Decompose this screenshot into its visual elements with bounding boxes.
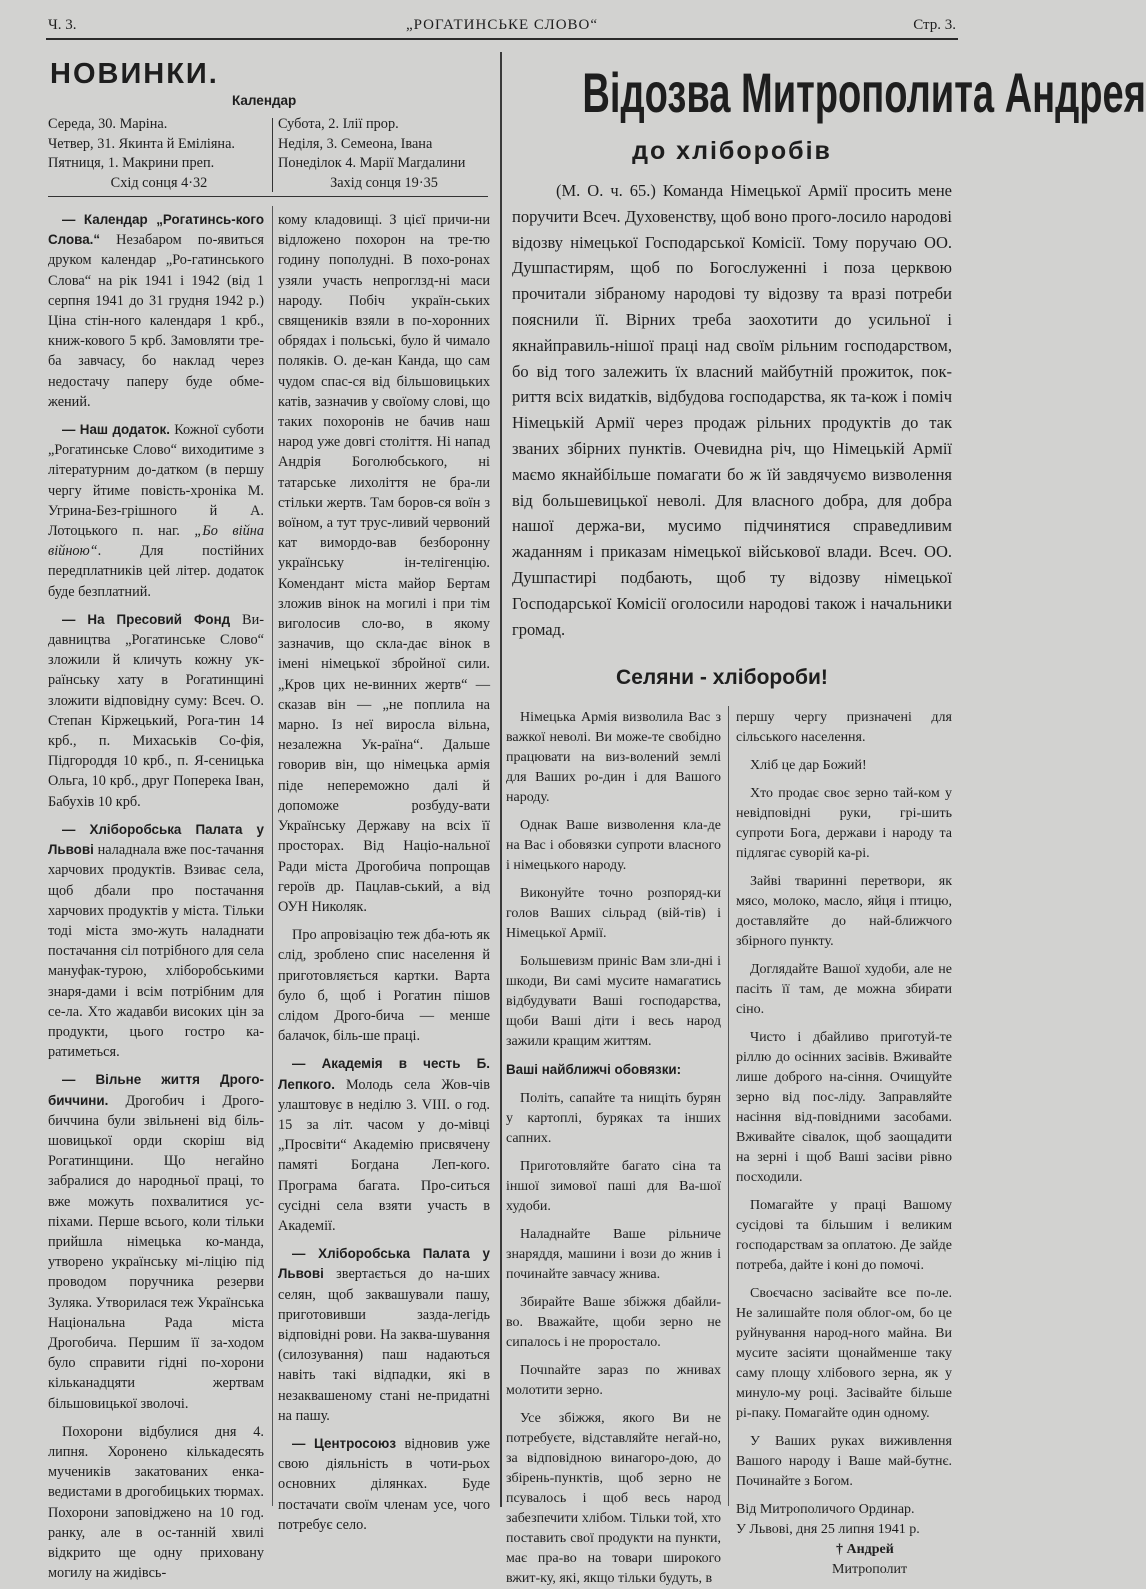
- duties-heading: Ваші найближчі обовязки:: [506, 1062, 682, 1077]
- page-number: Стр. 3.: [913, 17, 956, 33]
- calendar-left: [48, 115, 270, 193]
- date-line: У Львові, дня 25 липня 1941 р.: [736, 1522, 920, 1537]
- peasants-text: Хто продає своє зерно тай-ком у невідповідні руки, грі-шить супроти Бога, держави і народу та підлягає суворій ка-рі.: [736, 786, 952, 861]
- peasants-text: Доглядайте Вашої худоби, але не пасіть її там, де можна збирати сіно.: [736, 962, 952, 1017]
- sunset: Захід сонця 19·35: [330, 174, 438, 191]
- peasants-title: Селяни - хлібороби!: [616, 666, 828, 689]
- peasants-text: Німецька Армія визволила Вас з важкої неволі. Ви може-те свобідно працювати на виз-волений землі для Ваших ро-дин і для Вашого народу.: [506, 710, 721, 805]
- column-divider: [500, 52, 502, 1507]
- news-heading: — Наш додаток.: [62, 422, 170, 438]
- news-column-2: [278, 210, 490, 1543]
- ordinariate-line: Від Митрополичого Ординар.: [736, 1502, 915, 1517]
- calendar-title: Календар: [232, 93, 297, 108]
- peasants-text: Наладнайте Ваше рільниче знаряддя, машини і вози до жнив і починайте завчасу жнива.: [506, 1227, 721, 1282]
- news-column-divider: [272, 206, 273, 1506]
- news-heading: — Календар „Рогатинсь-кого Слова.“: [48, 212, 264, 248]
- calendar-right: [278, 115, 490, 193]
- calendar-day: Неділя, 3. Семеона, Івана: [278, 135, 433, 152]
- sunrise: Схід сонця 4·32: [110, 174, 208, 191]
- peasants-text: Однак Ваше визволення кла-де на Вас і обовязки супроти власного і німецького народу.: [506, 818, 721, 873]
- news-text: Дрогобич і Дрого-биччина були звільнені від біль-шовицької орди скоріш від Рогатинщини. Що негайно забралися до народньої праці, то вже можуть похвалитися ус-піхами. Перше всього, коли тільки прийшла німецька ко-манда, утворено українську мі-ліцію під проводом поручника резерви Зуляка. Утворилася теж Українська Національна Рада міста Дрогобича. Першим її за-ходом було справити гідні по-хорони кільканадцяти жертвам більшовицької зволочі.: [48, 1092, 264, 1412]
- news-text: Незабаром по-явиться друком календар „Ро-гатинського Слова“ на рік 1941 і 1942 (від 1 серпня 1941 до 31 грудня 1942 р.) Ціна стін-ного календаря 1 крб., книж-кового 5 крб. Замовляти тре-ба завчасу, бо наклад через недостачу паперу буде обме-жений.: [48, 232, 264, 410]
- news-text: відновив уже свою діяльність в чоти-рьох основних ділянках. Буде постачати своїм членам усе, чого потребує село.: [278, 1435, 490, 1533]
- news-heading: — Хліборобська Палата у Львові: [278, 1246, 490, 1282]
- appeal-subtitle: до хліборобів: [632, 137, 832, 165]
- peasants-text: Большевизм приніс Вам зли-дні і шкоди, Ви самі мусите намагатись відбудувати Ваші господарства, щоби Ваші діти і весь народ зажили кращим життям.: [506, 954, 721, 1049]
- peasants-text: Хліб це дар Божий!: [750, 758, 867, 773]
- peasants-text: Почınайте зараз по жнивах молотити зерно.: [506, 1363, 721, 1398]
- news-text: Молодь села Жов-чів улаштовує в неділю 3. VIII. о год. 15 за літ. часом у до-мівці „Просвіти“ Академію присвячену памяті Богдана Леп-кого. Програма багата. Про-ситься сусідні села взяти участь в Академії.: [278, 1076, 490, 1234]
- peasants-text: Виконуйте точно розпоряд-ки голов Ваших сільрад (вій-тів) і Німецької Армії.: [506, 886, 721, 941]
- newspaper-title: „РОГАТИНСЬКЕ СЛОВО“: [405, 17, 599, 33]
- page-header: [46, 14, 958, 40]
- news-column-1: [48, 210, 264, 1583]
- news-text: Про апровізацію теж дба-ють як слід, зроблено спис населення й приготовляється картки. Варта було б, щоб і Рогатин пішов слідом Дрого-бича — менше балачок, біль-ше праці.: [278, 927, 490, 1045]
- peasants-column-divider: [728, 706, 729, 1506]
- news-text: звертається до на-ших селян, щоб заквашували пашу, приготовивши зазда-легідь відповідні рови. На заква-шування (силозування) паш надаються навіть такі відпадки, які в незаквашеному стані не-придатні на пашу.: [278, 1266, 490, 1424]
- peasants-text: Помагайте у праці Вашому сусідові та більшим і великим господарствам за оплатою. Де зайде потреба, дайте і коні до помочі.: [736, 1198, 952, 1273]
- appeal-text: (М. О. ч. 65.) Команда Німецької Армії просить мене поручити Всеч. Духовенству, щоб воно прого-лосило народові відозву німецької Господарської Комісії. Тому поручаю ОО. Душпастирям, щоб по Богослуженні і поза церквою прочитали зібраному народові ту відозву та вразі потреби пояснили її. Вірних треба заохотити до усильної і якнайправиль-нішої праці над своїм рільним господарством, бо від того залежить їх власний майбутній прожиток, пок-риття всіх видатків, відбудова господарства, як та-кож і поміч Німецькій Армії через продаж рільних продуктів до так званих збірних пунктів. Очевидна річ, що Німецькій Армії маємо якнайбільше помагати бо ж їй завдячуємо визволення від большевицької неволі. Для власного добра, для добра нашої держа-ви, мусимо підчинятися справедливим жаданням і приказам німецької військової влади. Всеч. ОО. Душпастирі подбають, щоб ту відозву німецької Господарської Комісії оголосили народові також і начальники громад.: [512, 181, 952, 639]
- peasants-text: Чисто і дбайливо приготуй-те ріллю до осінних засівів. Вживайте лише доброго на-сіння. Очищуйте зерно від пос-ліду. Заправляйте насіння від-повідними засобами. Вживайте сівалок, щоб заощадити на зерні і щоб Ваші засіви рівно посходили.: [736, 1030, 952, 1185]
- supplement-title: „Бо війна війною“: [48, 523, 264, 560]
- appeal-text-block: [512, 178, 952, 642]
- peasants-text: Приготовляйте багато сіна та іншої зимової паші для Ва-шої худоби.: [506, 1159, 721, 1214]
- signature: † Андрей: [836, 1542, 894, 1557]
- issue-number: Ч. 3.: [48, 17, 77, 33]
- news-heading: — Вільне життя Дрого-биччини.: [48, 1072, 264, 1108]
- news-heading: — Центросоюз: [292, 1435, 396, 1451]
- news-title: НОВИНКИ.: [50, 58, 219, 90]
- news-text: Кожної суботи „Рогатинське Слово“ виходитиме з літературним до-датком (в першу чергу йтиме повість-хроніка М. Угрина-Без-грішного й А. Лотоцького п. наг.: [48, 422, 264, 540]
- peasants-text: Усе збіжжя, якого Ви не потребуєте, відставляйте негай-но, за відповідною винагоро-дою, до збірень-пунктів, щоб зерно не псувалось і щоб весь народ забезпечити хлібом. Тільки той, хто поставить свої продукти на пункти, має пра-во на товари широкого вжит-ку, які, якщо тільки будуть, в: [506, 1411, 721, 1586]
- peasants-column-2: [736, 708, 952, 1580]
- peasants-text: Зайві тваринні перетвори, як мясо, молоко, масло, яйця і птицю, доставляйте до най-ближчого збірного пункту.: [736, 874, 952, 949]
- peasants-text: Політь, сапайте та нищіть бурян у картоплі, буряках та інших сапних.: [506, 1091, 721, 1146]
- peasants-text: Своєчасно засівайте все по-ле. Не залишайте поля облог-ом, бо це руйнування народ-ного майна. Ви мусите засіяти щонайменше таку саму площу хлібового зерна, як у минуло-му році. Засівайте більше рі-паку. Помагайте один одному.: [736, 1286, 952, 1421]
- calendar-day: Субота, 2. Ілії прор.: [278, 116, 399, 132]
- news-text: наладнала вже пос-тачання харчових продуктів. Взиває села, щоб дбали про постачання харчових продуктів у міста. Тільки тоді міста змо-жуть наладнати постачання сіл потрібного для села мануфак-турою, хліборобськими знаря-дами і всім потрібним для се-ла. Хто жадавби високих цін за продукти, цього гостро ка-ратиметься.: [48, 842, 264, 1061]
- news-text: кому кладовищі. З цієї причи-ни відложено похорон на тре-тю годину пополудні. В похо-ронах узяли участь непроглзд-ні маси народу. Побіч україн-ських священиків взяли в по-хоронних обрядах і польські, було й чимало поляків. О. де-кан Канда, що сам чудом спас-ся від більшовицьких катів, зазначив у своїому слові, що таких похоронів не бачив наш народ уже довгі століття. Ні напад Андрія Боголюбського, ні татарське лихоліття не бра-ли стільки жертв. Там боров-ся воїн з воїном, а тут трус-ливий червоний кат вимордо-вав безборонну українську ін-телігенцію. Комендант міста майор Бертам зложив вінок на могилі і при тім виголосив сло-во, в якому зазначив, що скла-дає вінок в імені німецької збройної сили. „Кров цих не-винних жертв“ — сказав він — „не поплила на марно. Із неї виросла вільна, незалежна Ук-раїна“. Дальше говорив він, що німецька армія піде непереможно далі й допоможе розбуду-вати Українську Державу на всіх її просторах. Від Націо-нальної Ради міста Дрогобича попрощав героїв др. Пацлав-ський, а від ОУН Николяк.: [278, 212, 490, 915]
- calendar-day: Четвер, 31. Якинта й Еміліяна.: [48, 135, 235, 152]
- news-heading: — Академія в честь Б. Лепкого.: [278, 1056, 490, 1092]
- calendar-rule: [48, 196, 488, 197]
- peasants-text: першу чергу призначені для сільського населення.: [736, 710, 952, 745]
- signature-title: Митрополит: [832, 1562, 908, 1577]
- news-text: Похорони відбулися дня 4. липня. Хоронено кількадесять мучеників закатованих енка-ведистами в дрогобицьких тюрмах. Похорони заповіджено на 10 год. ранку, але в ос-танній хвилі відкрито ще одну приховану могилу на жидівсь-: [48, 1423, 264, 1582]
- peasants-text: Збирайте Ваше збіжжя дбайли-во. Вважайте, щоби зерно не сипалось і не проростало.: [506, 1295, 721, 1350]
- calendar-day: Пятниця, 1. Макрини преп.: [48, 155, 215, 171]
- news-heading: — Хліборобська Палата у Львові: [48, 821, 264, 858]
- peasants-text: У Ваших руках виживлення Вашого народу і Ваше май-бутнє. Починайте з Богом.: [736, 1434, 952, 1489]
- news-text: . Для постійних передплатників цей літер. додаток буде безплатний.: [48, 543, 264, 600]
- calendar-day: Середа, 30. Маріна.: [48, 116, 168, 132]
- appeal-title: Відозва Митрополита Андрея: [582, 61, 1146, 124]
- calendar-day: Понеділок 4. Марії Магдалини: [278, 155, 466, 171]
- news-text: Ви-давництва „Рогатинське Слово“ зложили й кличуть кожну ук-раїнську хату в Рогатинщині зложити відповідну суму: Всеч. О. Степан Кіржецький, Рога-тин 14 крб., п. Михаськів Со-фія, Підгороддя 10 крб., п. Я-сеницька Ольга, 10 крб., друг Поперека Іван, Бабухів 10 крб.: [48, 611, 264, 810]
- calendar-separator: [272, 118, 273, 192]
- news-heading: — На Пресовий Фонд: [62, 611, 231, 627]
- peasants-column-1: [506, 708, 721, 1589]
